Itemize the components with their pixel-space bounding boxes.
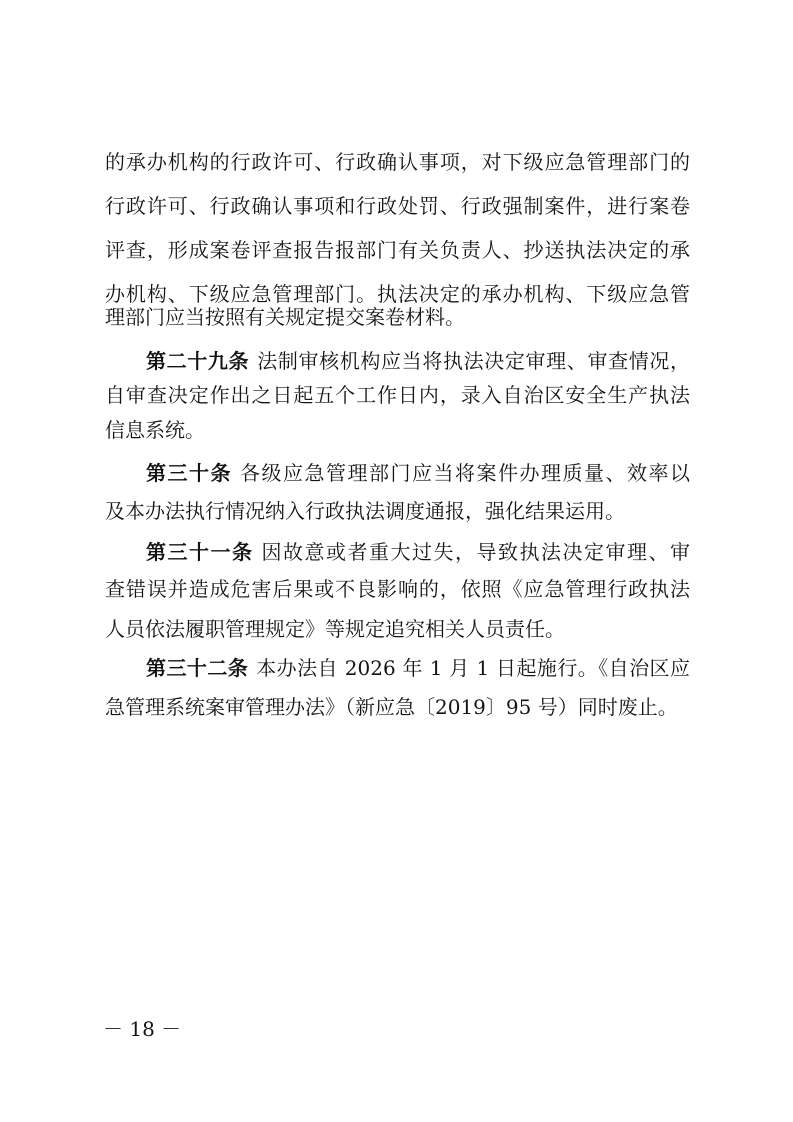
continuation-line-3: 评查，形成案卷评查报告报部门有关负责人、抄送执法决定的承	[105, 238, 690, 262]
article-32-text: 本办法自 2026 年 1 月 1 日起施行。《自治区应	[256, 656, 690, 680]
article-31-number: 第三十一条	[146, 540, 254, 564]
article-31-text: 因故意或者重大过失，导致执法决定审理、审	[261, 540, 690, 564]
article-30-text: 各级应急管理部门应当将案件办理质量、效率以	[240, 461, 690, 485]
article-29-line-3: 信息系统。	[105, 418, 205, 442]
article-29-first-line	[146, 346, 690, 376]
article-32-number: 第三十二条	[146, 656, 249, 680]
page-number: － 18 －	[103, 1017, 182, 1041]
continuation-line-1: 的承办机构的行政许可、行政确认事项，对下级应急管理部门的	[105, 150, 690, 174]
article-31-line-2: 查错误并造成危害后果或不良影响的，依照《应急管理行政执法	[105, 577, 690, 601]
continuation-line-4: 办机构、下级应急管理部门。执法决定的承办机构、下级应急管	[105, 282, 690, 306]
article-32-line-2: 急管理系统案审管理办法》（新应急〔2019〕95 号）同时废止。	[105, 695, 678, 719]
article-29-number: 第二十九条	[146, 349, 250, 373]
article-30-number: 第三十条	[146, 461, 232, 485]
continuation-line-2: 行政许可、行政确认事项和行政处罚、行政强制案件，进行案卷	[105, 194, 690, 218]
article-29-line-2: 自审查决定作出之日起五个工作日内，录入自治区安全生产执法	[105, 383, 690, 407]
article-31-first-line	[146, 537, 690, 567]
article-30-first-line	[146, 458, 690, 488]
article-32-first-line	[146, 653, 690, 683]
article-29-text: 法制审核机构应当将执法决定审理、审查情况，	[257, 349, 691, 373]
continuation-line-5: 理部门应当按照有关规定提交案卷材料。	[105, 305, 465, 329]
article-30-line-2: 及本办法执行情况纳入行政执法调度通报，强化结果运用。	[105, 499, 625, 523]
article-31-line-3: 人员依法履职管理规定》等规定追究相关人员责任。	[105, 617, 565, 641]
